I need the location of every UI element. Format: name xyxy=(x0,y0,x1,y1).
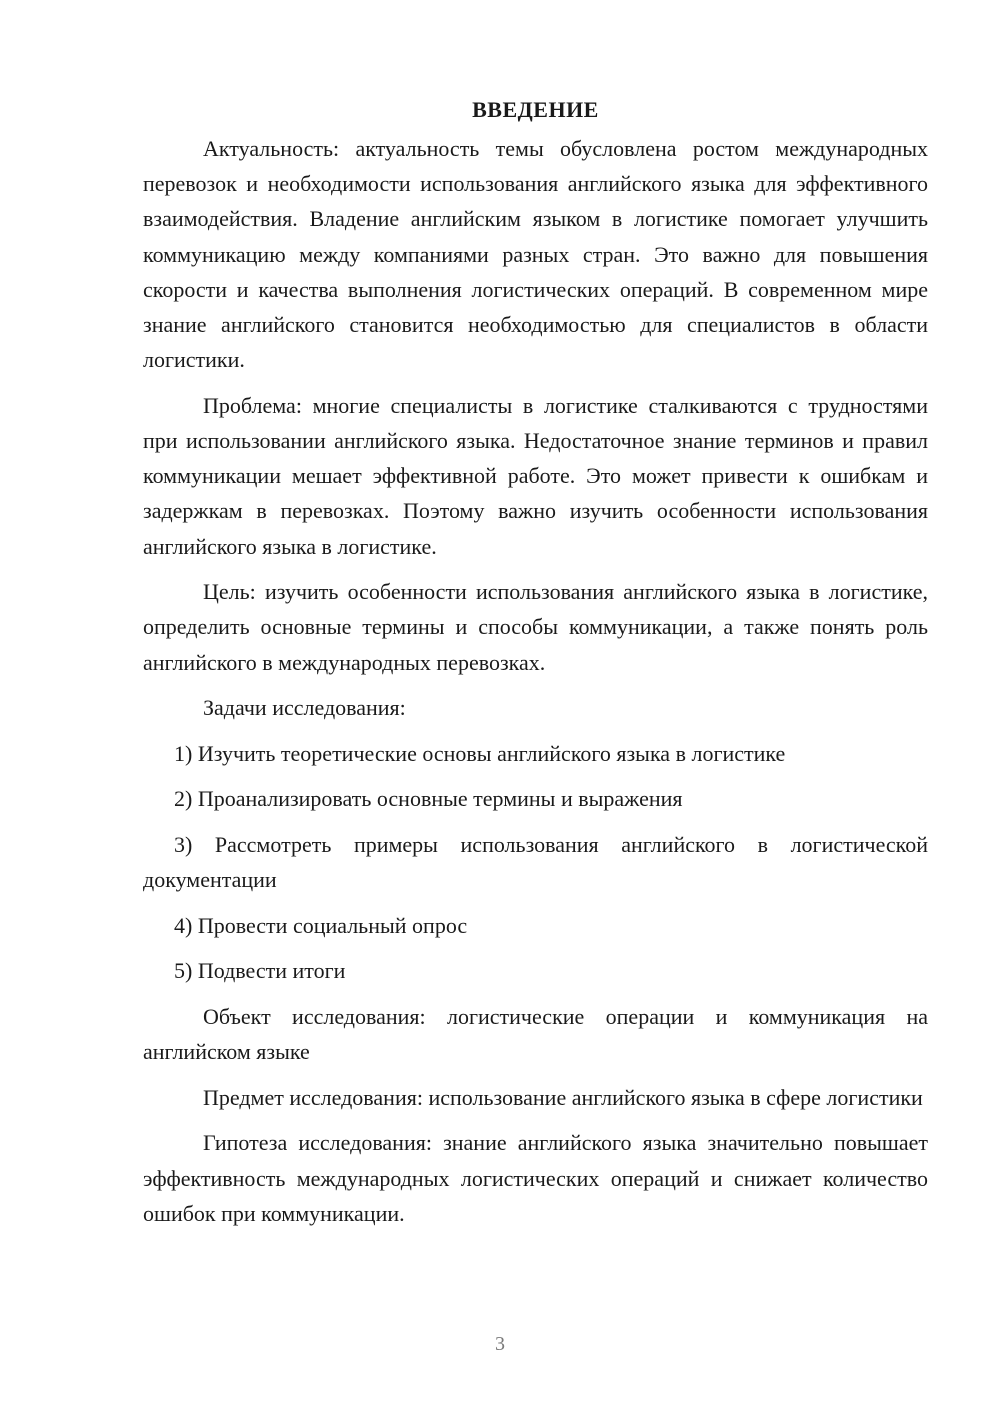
paragraph-object: Объект исследования: логистические операции и коммуникация на английском языке xyxy=(143,1003,928,1065)
page-number: 3 xyxy=(495,1333,505,1355)
task-item: 4) Провести социальный опрос xyxy=(174,912,468,938)
paragraph-tasks-heading: Задачи исследования: xyxy=(203,695,406,721)
task-item: 3) Рассмотреть примеры использования английского в логистической документации xyxy=(143,832,928,893)
paragraph-hypothesis: Гипотеза исследования: знание английского языка значительно повышает эффективность международных логистических операций и снижает количество ошибок при коммуникации. xyxy=(143,1130,928,1226)
paragraph-goal: Цель: изучить особенности использования английского языка в логистике, определить основные термины и способы коммуникации, а также понять роль английского в международных перевозках. xyxy=(143,579,928,675)
paragraph-relevance: Актуальность: актуальность темы обусловлена ростом международных перевозок и необходимости использования английского языка для эффективного взаимодействия. Владение английским языком в логистике помогает улучшить коммуникацию между компаниями разных стран. Это важно для повышения скорости и качества выполнения логистических операций. В современном мире знание английского становится необходимостью для специалистов в области логистики. xyxy=(143,136,928,373)
task-item: 2) Проанализировать основные термины и выражения xyxy=(174,786,683,812)
paragraph-problem: Проблема: многие специалисты в логистике сталкиваются с трудностями при использовании английского языка. Недостаточное знание терминов и правил коммуникации мешает эффективной работе. Это может привести к ошибкам и задержкам в перевозках. Поэтому важно изучить особенности использования английского языка в логистике. xyxy=(143,392,928,559)
task-item: 1) Изучить теоретические основы английского языка в логистике xyxy=(174,740,786,766)
task-item: 5) Подвести итоги xyxy=(174,958,346,984)
paragraph-subject: Предмет исследования: использование английского языка в сфере логистики xyxy=(203,1084,923,1110)
document-page xyxy=(143,92,928,1241)
page-title: ВВЕДЕНИЕ xyxy=(472,97,599,122)
